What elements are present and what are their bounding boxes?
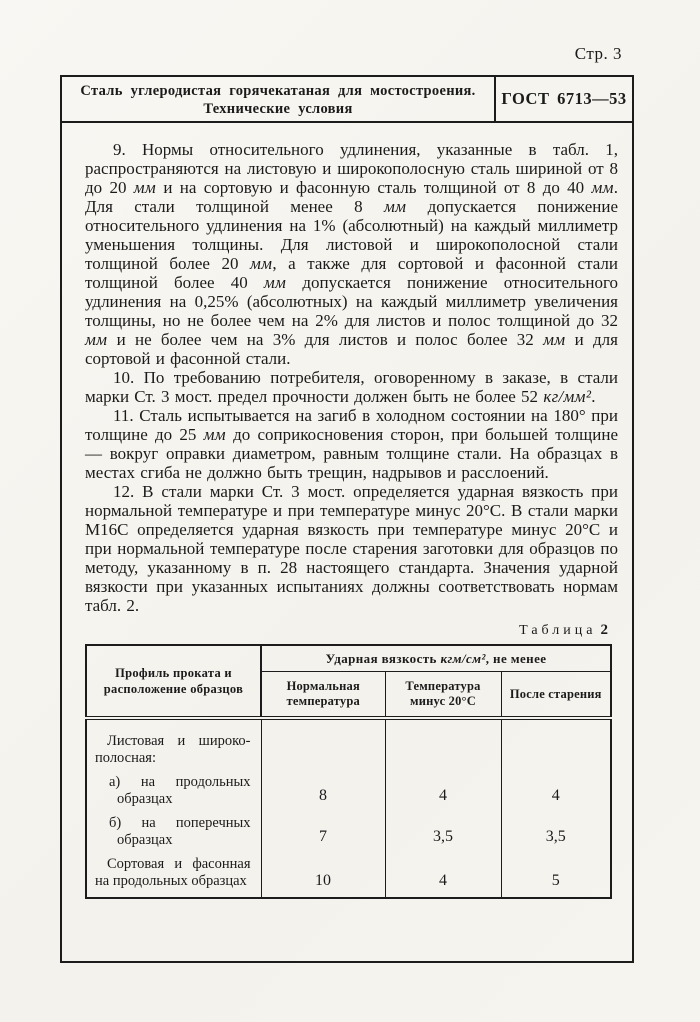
cell-value: 4 [551, 787, 560, 804]
cell-value: 3,5 [385, 808, 501, 849]
cell-value: 4 [385, 849, 501, 898]
cell-value [385, 718, 501, 767]
paragraph: 9. Нормы относительного удлинения, указанные в табл. 1, распространяются на листовую и широкополосную сталь шириной от 8 до 20 мм и на сортовую и фасонную сталь толщиной от 8 до 40 мм. Для стали толщиной менее 8 мм допускается понижение относительного удлинения на 1% (абсолютный) на каждый миллиметр уменьшения толщины. Для листовой и широкополосной стали толщиной более 20 мм, а также для сортовой и фасонной стали толщиной более 40 мм допускается понижение относительного удлинения на 0,25% (абсолютных) на каждый миллиметр увеличения толщины, но не более чем на 2% для листов и полос толщиной до 32 мм и не более чем на 3% для листов и полос более 32 мм и для сортовой и фасонной стали. [85, 140, 619, 368]
table-caption-word: Таблица [519, 623, 597, 638]
row-label: Листовая и широкополосная: [95, 733, 251, 766]
table-row [86, 808, 611, 849]
cell-value: 7 [261, 808, 385, 849]
document-title-line2: Технические условия [203, 101, 353, 117]
paragraph: 12. В стали марки Ст. 3 мост. определяется ударная вязкость при нормальной температуре и при температуре минус 20°С. В стали марки М16С определяется ударная вязкость при температуре минус 20°С и при нормальной температуре после старения заготовки для образцов по методу, указанному в п. 28 настоящего стандарта. Значения ударной вязкости при указанных испытаниях должны соответствовать нормам табл. 2. [85, 482, 618, 615]
row-label: Сортовая и фасонная на продольных образцах [95, 856, 251, 889]
cell-value: 4 [385, 767, 501, 808]
paragraph: 11. Сталь испытывается на загиб в холодном состоянии на 180° при толщине до 25 мм до соприкосновения сторон, при большей толщине — вокруг оправки диаметром, равным толщине стали. На образцах в местах сгиба не должно быть трещин, надрывов и расслоений. [85, 406, 619, 482]
page-number: Стр. 3 [574, 44, 622, 63]
cell-value: 10 [261, 849, 385, 898]
row-label: а) на продольных образцах [109, 774, 251, 807]
table-row [86, 767, 611, 808]
table-header-normal-temp: Нормальная температура [261, 672, 385, 719]
table-header-minus20: Температура минус 20°С [385, 672, 501, 719]
gost-number: ГОСТ 6713—53 [501, 89, 627, 108]
cell-value: 8 [261, 767, 385, 808]
impact-strength-table [85, 644, 612, 899]
table-caption-number: 2 [600, 622, 608, 638]
row-label: б) на поперечных образцах [109, 815, 251, 848]
document-title [62, 77, 496, 121]
cell-value: 5 [551, 872, 560, 889]
unit-label: кгм/см² [440, 651, 486, 666]
table-caption [62, 622, 632, 639]
table-header-profile: Профиль проката и расположение образцов [86, 645, 261, 718]
document-header [62, 77, 632, 123]
table-row [86, 718, 611, 767]
body-paragraphs [62, 123, 632, 615]
table-header-after-aging: После старения [501, 672, 611, 719]
cell-value [501, 718, 611, 767]
cell-value [261, 718, 385, 767]
paragraph: 10. По требованию потребителя, оговоренному в заказе, в стали марки Ст. 3 мост. предел прочности должен быть не более 52 кг/мм². [85, 368, 618, 406]
page-frame [60, 75, 634, 963]
table-header-group: Ударная вязкость кгм/см², не менее [261, 645, 611, 672]
cell-value: 3,5 [545, 828, 566, 845]
document-title-line1: Сталь углеродистая горячекатаная для мостостроения. [80, 83, 476, 99]
table-row [86, 849, 611, 898]
